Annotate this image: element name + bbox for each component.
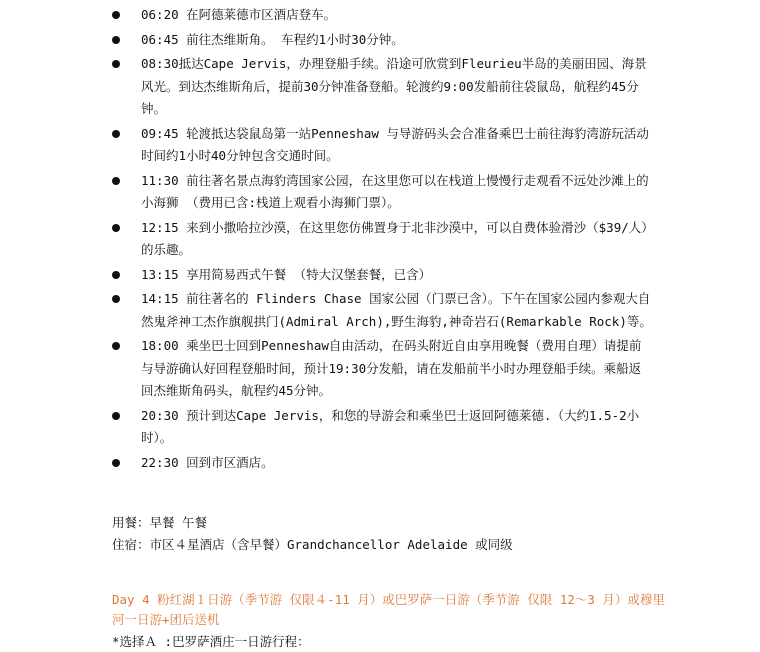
bullet-icon — [112, 177, 120, 185]
bullet-icon — [112, 412, 120, 420]
lodging-info: 住宿：市区４星酒店（含早餐）Grandchancellor Adelaide 或同级 — [112, 537, 513, 552]
bullet-icon — [112, 60, 120, 68]
schedule-item — [112, 123, 652, 168]
schedule-item-text: 06:20 在阿德莱德市区酒店登车。 — [141, 7, 337, 22]
schedule-item — [112, 405, 652, 450]
schedule-item-text: 14:15 前往著名的 Flinders Chase 国家公园（门票已含）。下午在国家公园内参观大自然鬼斧神工杰作旗舰拱门(Admiral Arch),野生海豹,神奇岩石(Remarkable Rock)等。 — [141, 291, 652, 329]
bullet-icon — [112, 295, 120, 303]
bullet-icon — [112, 459, 120, 467]
schedule-item — [112, 452, 652, 475]
schedule-item — [112, 29, 652, 52]
day4-heading: Day 4 粉红湖１日游（季节游 仅限４-11 月）或巴罗萨一日游（季节游 仅限 12～3 月）或穆里河一日游+团后送机 — [112, 592, 665, 627]
bullet-icon — [112, 271, 120, 279]
schedule-item — [112, 170, 652, 215]
schedule-item — [112, 264, 652, 287]
schedule-item — [112, 53, 652, 121]
schedule-item — [112, 335, 652, 403]
schedule-item-text: 13:15 享用简易西式午餐 （特大汉堡套餐，已含） — [141, 266, 432, 282]
schedule-item-text: 18:00 乘坐巴士回到Penneshaw自由活动，在码头附近自由享用晚餐（费用自理）请提前与导游确认好回程登船时间，预计19:30分发船，请在发船前半小时办理登船手续。乘船返回杰维斯角码头，航程约45分钟。 — [141, 338, 642, 398]
bullet-icon — [112, 342, 120, 350]
schedule-item — [112, 4, 652, 27]
schedule-item-text: 09:45 轮渡抵达袋鼠岛第一站Penneshaw 与导游码头会合准备乘巴士前往海豹湾游玩活动时间约1小时40分钟包含交通时间。 — [141, 125, 649, 163]
schedule-item-text: 20:30 预计到达Cape Jervis，和您的导游会和乘坐巴士返回阿德莱德.（大约1.5-2小时）。 — [141, 407, 640, 445]
meals-info: 用餐：早餐 午餐 — [112, 515, 208, 530]
schedule-item-text: 11:30 前往著名景点海豹湾国家公园，在这里您可以在栈道上慢慢行走观看不远处沙滩上的小海狮 （费用已含:栈道上观看小海狮门票）。 — [141, 172, 649, 210]
schedule-item-text: 22:30 回到市区酒店。 — [141, 454, 274, 470]
bullet-icon — [112, 130, 120, 138]
schedule-item — [112, 217, 652, 262]
schedule-item — [112, 288, 652, 333]
bullet-icon — [112, 224, 120, 232]
option-a-title: *选择Ａ :巴罗萨酒庄一日游行程： — [112, 634, 310, 649]
schedule-item-text: 12:15 来到小撒哈拉沙漠，在这里您仿佛置身于北非沙漠中，可以自费体验滑沙（$39/人）的乐趣。 — [141, 219, 648, 257]
day3-schedule-list — [112, 4, 652, 476]
bullet-icon — [112, 11, 120, 19]
schedule-item-text: 06:45 前往杰维斯角。 车程约1小时30分钟。 — [141, 31, 404, 47]
schedule-item-text: 08:30抵达Cape Jervis，办理登船手续。沿途可欣赏到Fleurieu半岛的美丽田园、海景风光。到达杰维斯角后，提前30分钟准备登船。轮渡约9:00发船前往袋鼠岛，航程约45分钟。 — [141, 56, 647, 116]
bullet-icon — [112, 36, 120, 44]
